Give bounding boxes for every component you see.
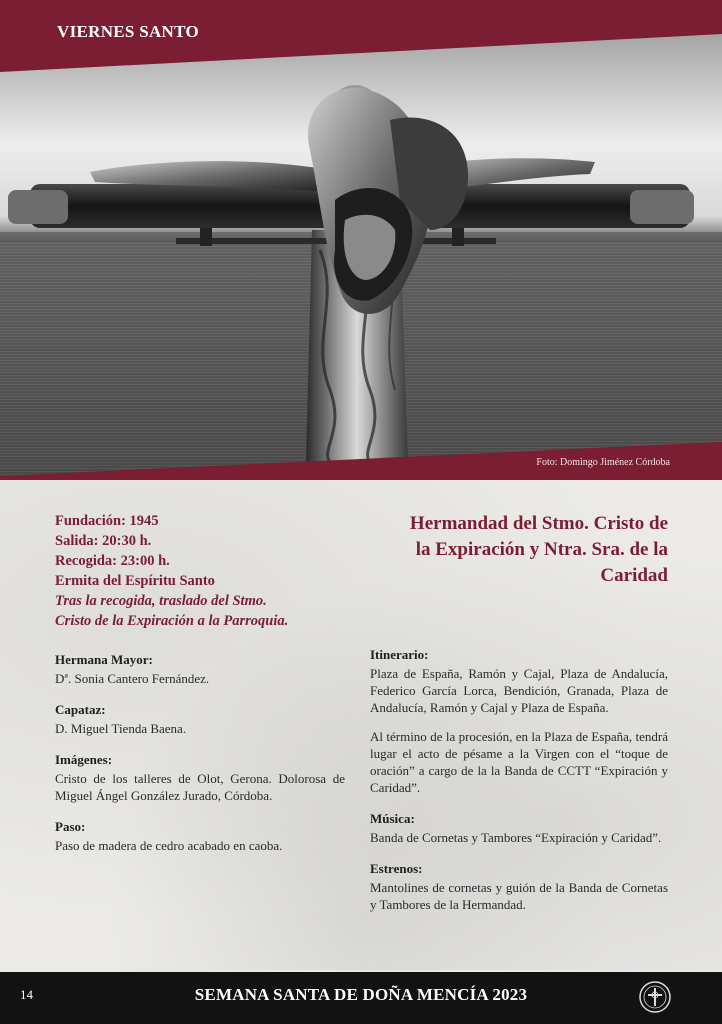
paso-text: Paso de madera de cedro acabado en caoba. (55, 838, 283, 853)
footer-title: SEMANA SANTA DE DOÑA MENCÍA 2023 (194, 985, 528, 1004)
salida-text: Salida: 20:30 h. (55, 533, 152, 549)
photo-credit: Foto: Domingo Jiménez Córdoba (536, 457, 670, 468)
paso-title: Paso: (55, 819, 86, 834)
title-line: Hermandad del Stmo. Cristo de (409, 513, 668, 534)
musica-title: Música: (370, 811, 415, 826)
itinerario-text: Plaza de España, Ramón y Cajal, Plaza de Andalucía, Federico García Lorca, Bendición, Granada, Plaza de Andalucía, Ramón y Cajal y Plaza de España. (370, 666, 668, 715)
termino-text: Al término de la procesión, en la Plaza de España, tendrá lugar el acto de pésame a la Virgen con el “toque de oración” a cargo de la la Banda de CCTT “Expiración y Caridad”. (370, 729, 668, 795)
title-line: la Expiración y Ntra. Sra. de la (415, 539, 668, 560)
right-column (370, 646, 668, 913)
estrenos-text: Mantolines de cornetas y guión de la Banda de Cornetas y Tambores de la Hermandad. (370, 880, 668, 912)
imagenes-text: Cristo de los talleres de Olot, Gerona. Dolorosa de Miguel Ángel González Jurado, Córdoba. (55, 771, 345, 803)
crucifix-photo (0, 0, 722, 480)
capataz-title: Capataz: (55, 702, 106, 717)
traslado-note-line: Cristo de la Expiración a la Parroquia. (55, 613, 289, 629)
itinerario-title: Itinerario: (370, 647, 429, 662)
footer-bar (0, 972, 722, 1024)
section-label: VIERNES SANTO (57, 22, 199, 41)
recogida-text: Recogida: 23:00 h. (55, 553, 170, 569)
hermana-mayor-title: Hermana Mayor: (55, 652, 153, 667)
brotherhood-title (348, 511, 668, 589)
hermana-mayor-text: Dª. Sonia Cantero Fernández. (55, 671, 210, 686)
imagenes-title: Imágenes: (55, 752, 113, 767)
page-number: 14 (20, 987, 33, 1002)
fundacion-text: Fundación: 1945 (55, 513, 159, 529)
ermita-text: Ermita del Espíritu Santo (55, 573, 215, 589)
capataz-text: D. Miguel Tienda Baena. (55, 721, 187, 736)
estrenos-title: Estrenos: (370, 861, 423, 876)
title-line: Caridad (600, 565, 668, 586)
brotherhood-emblem-icon (638, 980, 672, 1014)
left-column (55, 511, 345, 854)
musica-text: Banda de Cornetas y Tambores “Expiración y Caridad”. (370, 830, 662, 845)
traslado-note-line: Tras la recogida, traslado del Stmo. (55, 593, 267, 609)
